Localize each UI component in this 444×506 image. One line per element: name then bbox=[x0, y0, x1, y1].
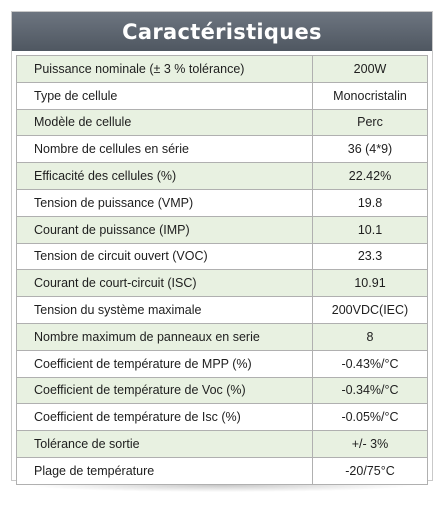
row-label: Courant de court-circuit (ISC) bbox=[17, 270, 313, 297]
row-value: 200W bbox=[313, 56, 428, 83]
table-row bbox=[17, 323, 428, 350]
table-row bbox=[17, 189, 428, 216]
row-value: +/- 3% bbox=[313, 431, 428, 458]
table-row bbox=[17, 377, 428, 404]
table-row bbox=[17, 216, 428, 243]
row-value: Monocristalin bbox=[313, 82, 428, 109]
row-value: 8 bbox=[313, 323, 428, 350]
row-label: Puissance nominale (± 3 % tolérance) bbox=[17, 56, 313, 83]
table-row bbox=[17, 136, 428, 163]
row-value: 10.91 bbox=[313, 270, 428, 297]
specifications-table bbox=[16, 55, 428, 485]
table-row bbox=[17, 163, 428, 190]
row-value: -0.05%/°C bbox=[313, 404, 428, 431]
table-row bbox=[17, 82, 428, 109]
card-header bbox=[12, 12, 432, 51]
row-value: Perc bbox=[313, 109, 428, 136]
row-value: 22.42% bbox=[313, 163, 428, 190]
table-row bbox=[17, 404, 428, 431]
row-label: Nombre maximum de panneaux en serie bbox=[17, 323, 313, 350]
row-label: Coefficient de température de MPP (%) bbox=[17, 350, 313, 377]
row-value: 10.1 bbox=[313, 216, 428, 243]
row-value: 19.8 bbox=[313, 189, 428, 216]
table-row bbox=[17, 109, 428, 136]
table-row bbox=[17, 350, 428, 377]
table-row bbox=[17, 431, 428, 458]
table-row bbox=[17, 56, 428, 83]
table-row bbox=[17, 243, 428, 270]
row-value: 23.3 bbox=[313, 243, 428, 270]
row-label: Efficacité des cellules (%) bbox=[17, 163, 313, 190]
row-label: Courant de puissance (IMP) bbox=[17, 216, 313, 243]
row-value: 200VDC(IEC) bbox=[313, 297, 428, 324]
row-value: -0.43%/°C bbox=[313, 350, 428, 377]
row-label: Tension de puissance (VMP) bbox=[17, 189, 313, 216]
card-title: Caractéristiques bbox=[122, 19, 322, 44]
table-row bbox=[17, 297, 428, 324]
row-value: -0.34%/°C bbox=[313, 377, 428, 404]
row-label: Plage de température bbox=[17, 457, 313, 484]
table-row bbox=[17, 270, 428, 297]
specifications-card bbox=[11, 11, 433, 481]
row-label: Tension de circuit ouvert (VOC) bbox=[17, 243, 313, 270]
table-row bbox=[17, 457, 428, 484]
row-label: Modèle de cellule bbox=[17, 109, 313, 136]
row-value: -20/75°C bbox=[313, 457, 428, 484]
row-label: Coefficient de température de Isc (%) bbox=[17, 404, 313, 431]
row-label: Type de cellule bbox=[17, 82, 313, 109]
row-value: 36 (4*9) bbox=[313, 136, 428, 163]
row-label: Nombre de cellules en série bbox=[17, 136, 313, 163]
row-label: Tension du système maximale bbox=[17, 297, 313, 324]
row-label: Coefficient de température de Voc (%) bbox=[17, 377, 313, 404]
row-label: Tolérance de sortie bbox=[17, 431, 313, 458]
